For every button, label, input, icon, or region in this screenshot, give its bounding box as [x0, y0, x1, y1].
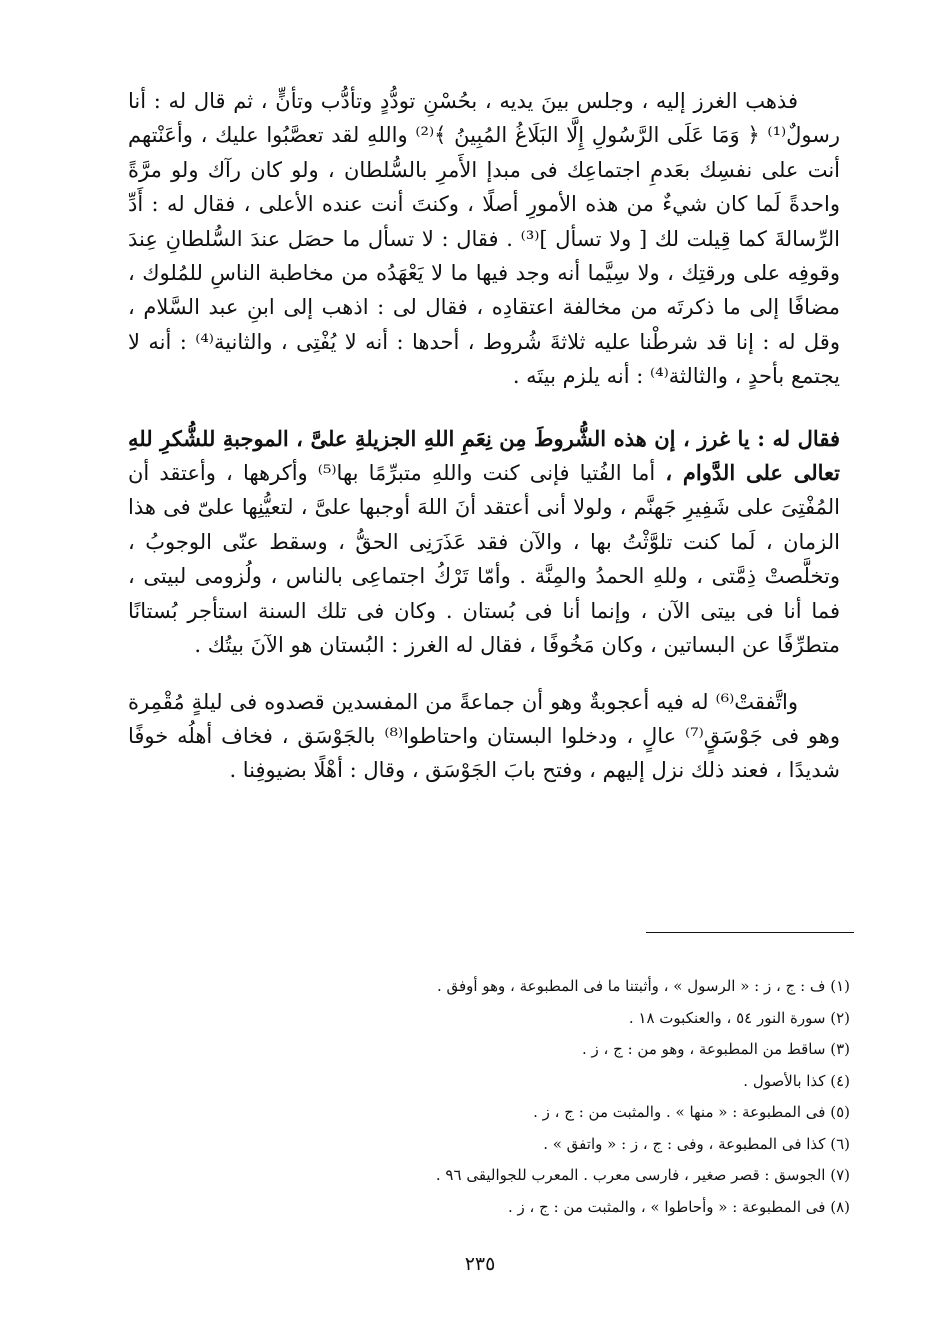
main-text [128, 84, 840, 788]
footnote: (٦) كذا فى المطبوعة ، وفى : ج ، ز : « واتفق » . [543, 1134, 850, 1153]
footnote: (٤) كذا بالأصول . [743, 1071, 850, 1090]
footnote-separator [646, 932, 854, 933]
footnote: (٨) فى المطبوعة : « وأحاطوا » ، والمثبت من : ج ، ز . [507, 1197, 850, 1216]
paragraph-text: أما الفُتيا فإنى كنت واللهِ متبرِّمًا بها⁽⁵⁾ وأكرهها ، وأعتقد أن المُفْتِىَ على شَفِيرِ جَهنَّم ، ولولا أنى أعتقد أنَ اللهَ أوجبها علىَّ ، لتعيُّنِها علىّ فى هذا الزمان ، لَما كنت تلوَّثْتُ بها ، والآن فقد عَذَرَنِى الحقُّ ، وسقط عنّى الوجوبُ ، وتخلَّصتْ ذِمَّتى ، وللهِ الحمدُ والمِنَّة . وأمّا تَرْكُ اجتماعِى بالناس ، ولُزومى لبيتى ، فما أنا فى بيتى الآن ، وإنما أنا فى بُستان . وكان فى تلك السنة استأجر بُستانًا متطرِّفًا عن البساتين ، وكان مَخُوفًا ، فقال له الغرز : البُستان هو الآنَ بيتُك . [128, 461, 840, 658]
footnote: (٥) فى المطبوعة : « منها » . والمثبت من : ج ، ز . [533, 1103, 850, 1121]
footnote: (٢) سورة النور ٥٤ ، والعنكبوت ١٨ . [628, 1008, 850, 1027]
page-number: ٢٣٥ [464, 1253, 496, 1275]
footnote: (١) ف : ج ، ز : « الرسول » ، وأثبتنا ما فى المطبوعة ، وهو أوفق . [436, 977, 850, 995]
footnote: (٣) ساقط من المطبوعة ، وهو من : ج ، ز . [582, 1040, 850, 1058]
footnotes [300, 971, 850, 1223]
paragraph: فذهب الغرز إليه ، وجلس بينَ يديه ، بحُسْنِ تودُّدٍ وتأدُّب وتأنٍّ ، ثم قال له : أنا رسولٌ⁽¹⁾ ﴿ وَمَا عَلَى الرَّسُولِ إِلَّا البَلَاغُ المُبِينُ ﴾⁽²⁾ واللهِ لقد تعصَّبُوا عليك ، وأعَنْتهم أنت على نفسِك بعَدمِ اجتماعِك فى مبدإ الأَمرِ بالسُّلطان ، ولو كان رآك ولو مرَّةً واحدةً لَما كان شيءٌ من هذه الأمورِ أصلًا ، وكنتَ أنت عنده الأعلى ، فقال له : أَدِّ الرِّسالةَ كما قِيلت لك [ ولا تسأل ]⁽³⁾ . فقال : لا تسأل ما حصَل عندَ السُّلطانِ عِندَ وقوفِه على ورقتِك ، ولا سِيَّما أنه وجد فيها ما لا يَعْهَدُه من مخاطبة الناسِ للمُلوك ، مضافًا إلى ما ذكرتَه من مخالفة اعتقادِه ، فقال لى : اذهب إلى ابنِ عبد السَّلام ، وقل له : إنا قد شرطْنا عليه ثلاثةَ شُروط ، أحدها : أنه لا يُفْتِى ، والثانية⁽⁴⁾ : أنه لا يجتمع بأحدٍ ، والثالثة⁽⁴⁾ : أنه يلزم بيتَه . [128, 89, 840, 389]
footnote: (٧) الجوسق : قصر صغير ، فارسى معرب . المعرب للجواليقى ٩٦ . [435, 1166, 850, 1184]
paragraph: واتَّفقتْ⁽⁶⁾ له فيه أعجوبةٌ وهو أن جماعةً من المفسدين قصدوه فى ليلةٍ مُقْمِرة وهو فى جَوْسَقٍ⁽⁷⁾ عالٍ ، ودخلوا البستان واحتاطوا⁽⁸⁾ بالجَوْسَق ، فخاف أهلُه خوفًا شديدًا ، فعند ذلك نزل إليهم ، وفتح بابَ الجَوْسَق ، وقال : أهْلًا بضيوفِنا . [128, 689, 840, 783]
paragraph [128, 422, 840, 663]
paragraph-lead: فقال له : يا غرز ، إن هذه الشُّروطَ مِن نِعَمِ اللهِ الجزيلةِ علىَّ ، الموجبةِ للشُّكرِ للهِ تعالى على الدَّوام ، [128, 425, 840, 486]
